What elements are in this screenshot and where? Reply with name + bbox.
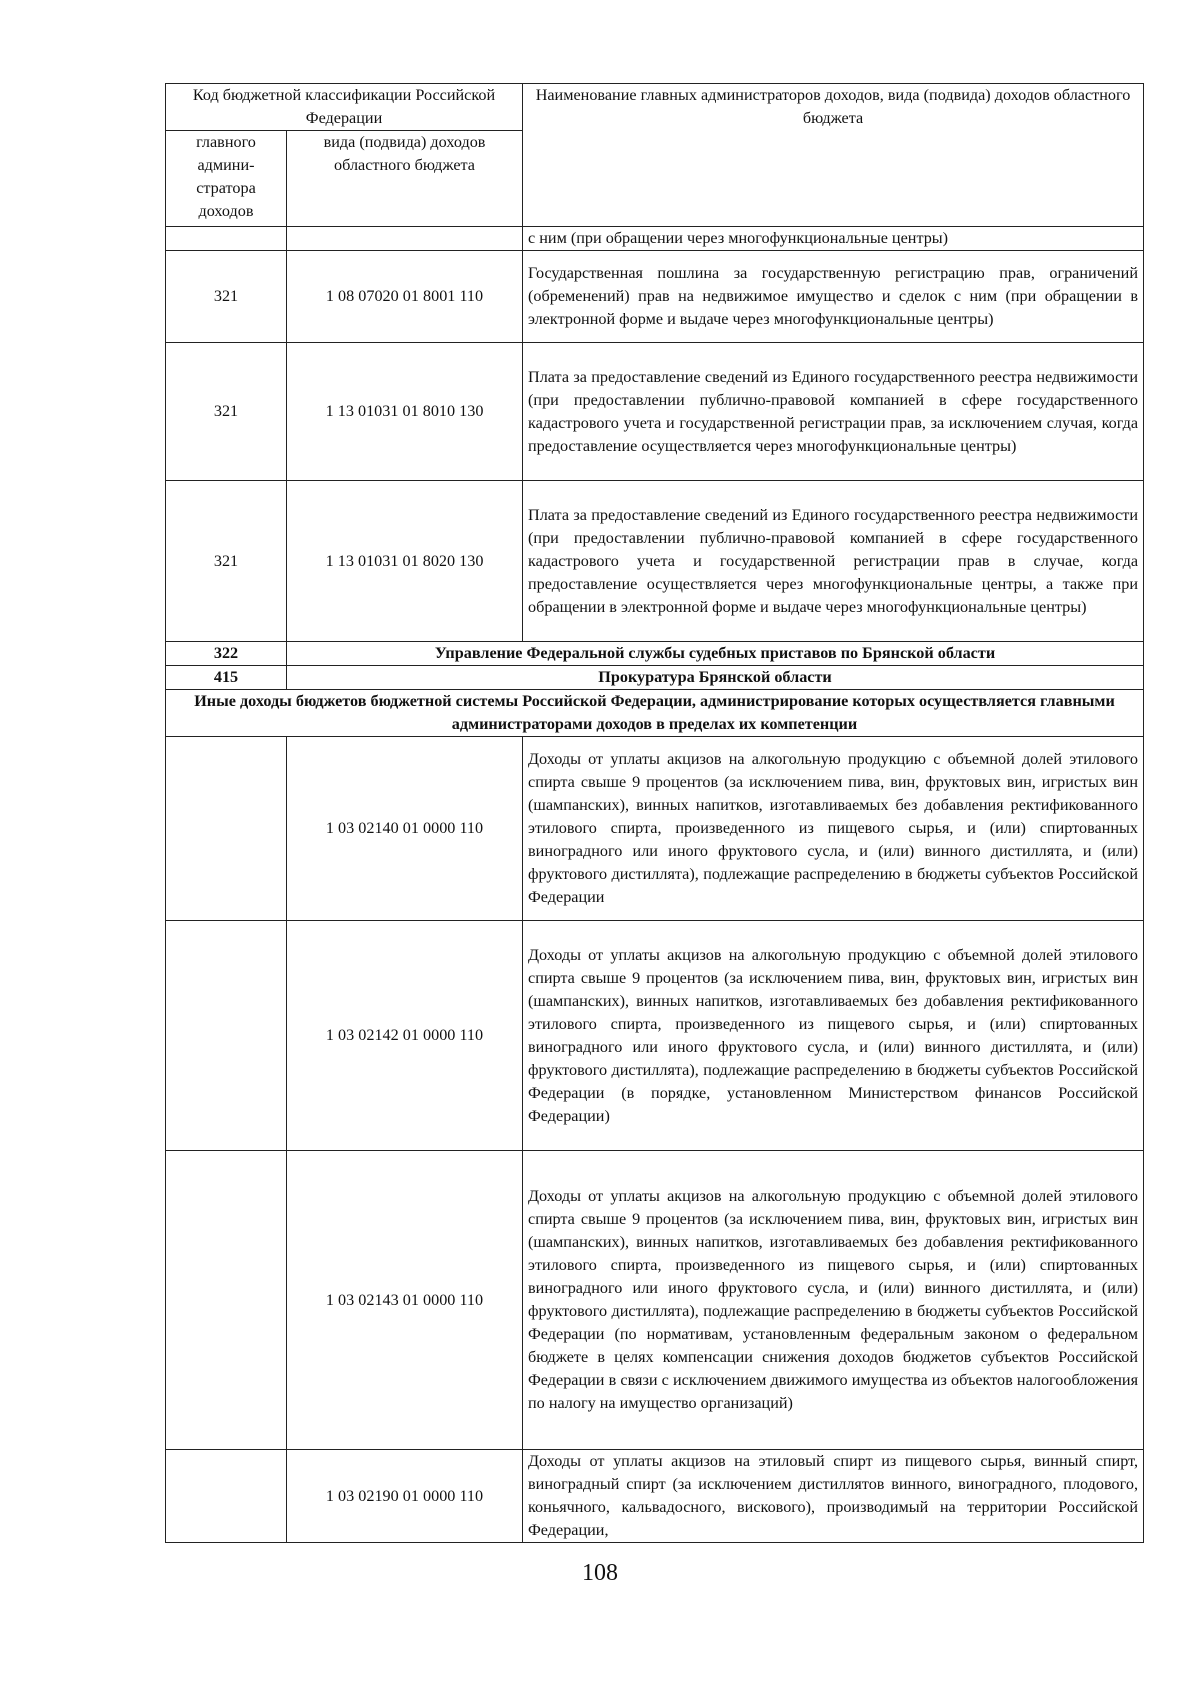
section-heading: Иные доходы бюджетов бюджетной системы Российской Федерации, администрирование которых осуществляется главными администраторами доходов в пределах их компетенции: [166, 690, 1144, 737]
admin-code-cell: 415: [166, 666, 287, 690]
revenue-code-cell: 1 03 02143 01 0000 110: [287, 1151, 523, 1450]
kbk-group-header: Код бюджетной классификации Российской Федерации: [166, 84, 523, 131]
revenue-name-cell: Плата за предоставление сведений из Единого государственного реестра недвижимости (при предоставлении публично-правовой компанией в сфере государственного кадастрового учета и государственной регистрации прав в случае, когда предоставление осуществляется через многофункциональные центры, а также при обращении в электронной форме и выдаче через многофункциональные центры): [523, 481, 1144, 642]
table-header-row: [166, 84, 1144, 131]
table-row: [166, 737, 1144, 921]
revenue-name-cell: Доходы от уплаты акцизов на алкогольную продукцию с объемной долей этилового спирта свыше 9 процентов (за исключением пива, вин, фруктовых вин, игристых вин (шампанских), винных напитков, изготавливаемых без добавления ректификованного этилового спирта, произведенного из пищевого сырья, и (или) спиртованных виноградного или иного фруктового сусла, и (или) винного дистиллята, и (или) фруктового дистиллята), подлежащие распределению в бюджеты субъектов Российской Федерации (по нормативам, установленным федеральным законом о федеральном бюджете в целях компенсации снижения доходов бюджетов субъектов Российской Федерации в связи с исключением движимого имущества из объектов налогообложения по налогу на имущество организаций): [523, 1151, 1144, 1450]
admin-code-cell: 321: [166, 343, 287, 481]
revenue-code-cell: 1 13 01031 01 8010 130: [287, 343, 523, 481]
admin-code-cell: [166, 227, 287, 251]
admin-code-cell: [166, 1450, 287, 1543]
admin-code-cell: 321: [166, 251, 287, 343]
table-row: [166, 1450, 1144, 1543]
table-row: [166, 343, 1144, 481]
administrator-row: [166, 642, 1144, 666]
administrator-name-cell: Управление Федеральной службы судебных приставов по Брянской области: [287, 642, 1144, 666]
admin-code-cell: 322: [166, 642, 287, 666]
section-heading-row: [166, 690, 1144, 737]
table-row: [166, 921, 1144, 1151]
revenue-code-cell: 1 08 07020 01 8001 110: [287, 251, 523, 343]
name-column-header: Наименование главных администраторов доходов, вида (подвида) доходов областного бюджета: [523, 84, 1144, 227]
revenue-name-cell: Государственная пошлина за государственную регистрацию прав, ограничений (обременений) прав на недвижимое имущество и сделок с ним (при обращении в электронной форме и выдаче через многофункциональные центры): [523, 251, 1144, 343]
table-row: [166, 481, 1144, 642]
code-column-header: вида (подвида) доходов областного бюджета: [287, 131, 523, 227]
table-row: [166, 227, 1144, 251]
revenue-code-cell: 1 03 02190 01 0000 110: [287, 1450, 523, 1543]
revenue-name-cell: Доходы от уплаты акцизов на алкогольную продукцию с объемной долей этилового спирта свыше 9 процентов (за исключением пива, вин, фруктовых вин, игристых вин (шампанских), винных напитков, изготавливаемых без добавления ректификованного этилового спирта, произведенного из пищевого сырья, и (или) спиртованных виноградного или иного фруктового сусла, и (или) винного дистиллята, и (или) фруктового дистиллята), подлежащие распределению в бюджеты субъектов Российской Федерации (в порядке, установленном Министерством финансов Российской Федерации): [523, 921, 1144, 1151]
table-row: [166, 1151, 1144, 1450]
admin-code-cell: [166, 921, 287, 1151]
admin-code-cell: [166, 737, 287, 921]
revenue-name-cell: Доходы от уплаты акцизов на этиловый спирт из пищевого сырья, винный спирт, виноградный спирт (за исключением дистиллятов винного, виноградного, плодового, коньячного, кальвадосного, вискового), производимый на территории Российской Федерации,: [523, 1450, 1144, 1543]
admin-code-cell: 321: [166, 481, 287, 642]
revenue-code-cell: 1 13 01031 01 8020 130: [287, 481, 523, 642]
revenue-classification-table: [165, 83, 1144, 1543]
table-row: [166, 251, 1144, 343]
revenue-name-cell: Плата за предоставление сведений из Единого государственного реестра недвижимости (при предоставлении публично-правовой компанией в сфере государственного кадастрового учета и государственной регистрации прав, за исключением случая, когда предоставление осуществляется через многофункциональные центры): [523, 343, 1144, 481]
revenue-code-cell: 1 03 02140 01 0000 110: [287, 737, 523, 921]
administrator-name-cell: Прокуратура Брянской области: [287, 666, 1144, 690]
revenue-code-cell: 1 03 02142 01 0000 110: [287, 921, 523, 1151]
admin-column-header: главного админи-стратора доходов: [166, 131, 287, 227]
revenue-name-cell: Доходы от уплаты акцизов на алкогольную продукцию с объемной долей этилового спирта свыше 9 процентов (за исключением пива, вин, фруктовых вин, игристых вин (шампанских), винных напитков, изготавливаемых без добавления ректификованного этилового спирта, произведенного из пищевого сырья, и (или) спиртованных виноградного или иного фруктового сусла, и (или) винного дистиллята, и (или) фруктового дистиллята), подлежащие распределению в бюджеты субъектов Российской Федерации: [523, 737, 1144, 921]
page-number: 108: [582, 1560, 618, 1586]
admin-code-cell: [166, 1151, 287, 1450]
revenue-name-cell: с ним (при обращении через многофункциональные центры): [523, 227, 1144, 251]
revenue-code-cell: [287, 227, 523, 251]
administrator-row: [166, 666, 1144, 690]
